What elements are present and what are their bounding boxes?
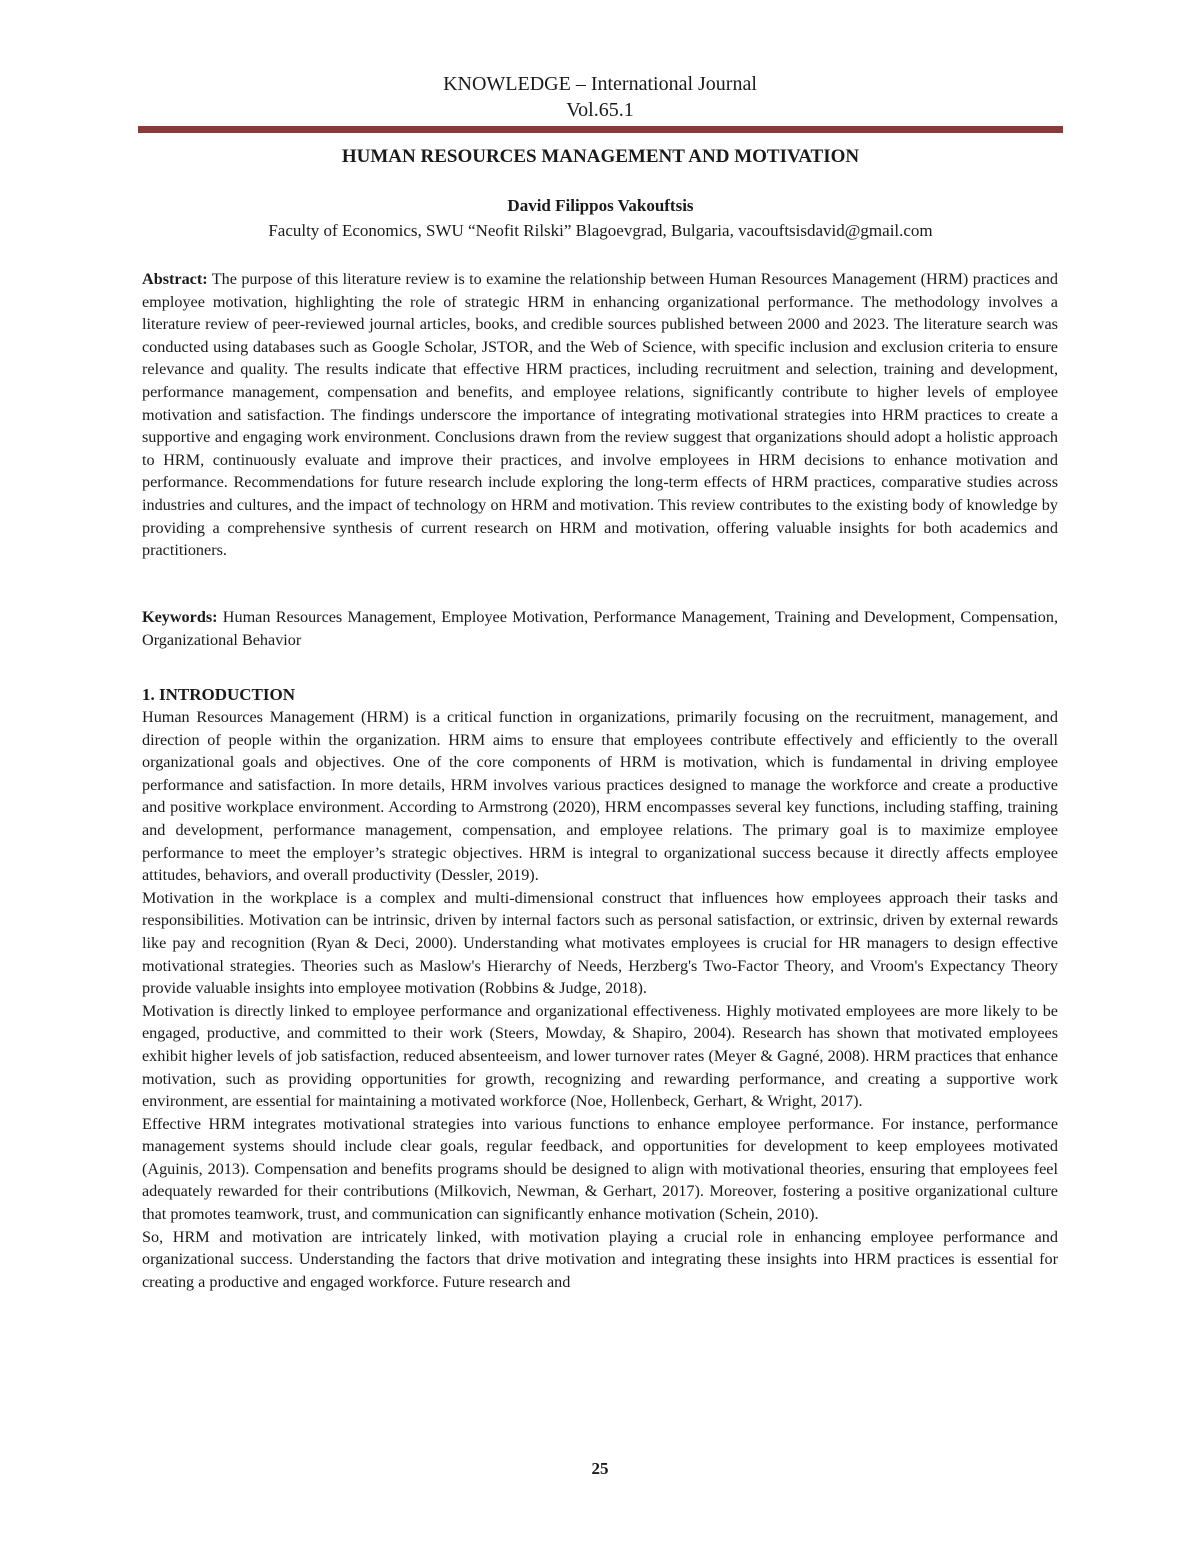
journal-volume: Vol.65.1 — [566, 99, 634, 121]
introduction-section — [142, 683, 1058, 1293]
keywords — [142, 606, 1058, 651]
journal-header — [0, 71, 1200, 123]
journal-name: KNOWLEDGE – International Journal — [443, 73, 757, 95]
header-rule — [138, 126, 1063, 133]
paragraph: Human Resources Management (HRM) is a critical function in organizations, primarily focusing on the recruitment, management, and direction of people within the organization. HRM aims to ensure that employees contribute effectively and efficiently to the overall organizational goals and objectives. One of the core components of HRM is motivation, which is fundamental in driving employee performance and satisfaction. In more details, HRM involves various practices designed to manage the workforce and create a productive and positive workplace environment. According to Armstrong (2020), HRM encompasses several key functions, including staffing, training and development, performance management, compensation, and employee relations. The primary goal is to maximize employee performance to meet the employer’s strategic objectives. HRM is integral to organizational success because it directly affects employee attitudes, behaviors, and overall productivity (Dessler, 2019). — [142, 708, 1058, 885]
abstract-label: Abstract: — [142, 270, 208, 288]
keywords-label: Keywords: — [142, 608, 218, 626]
abstract — [142, 268, 1058, 562]
paragraph: Motivation in the workplace is a complex and multi-dimensional construct that influences how employees approach their tasks and responsibilities. Motivation can be intrinsic, driven by internal factors such as personal satisfaction, or extrinsic, driven by external rewards like pay and recognition (Ryan & Deci, 2000). Understanding what motivates employees is crucial for HR managers to design effective motivational strategies. Theories such as Maslow's Hierarchy of Needs, Herzberg's Two-Factor Theory, and Vroom's Expectancy Theory provide valuable insights into employee motivation (Robbins & Judge, 2018). — [142, 888, 1058, 998]
paper-title: HUMAN RESOURCES MANAGEMENT AND MOTIVATION — [341, 146, 860, 167]
author-name: David Filippos Vakouftsis — [507, 196, 694, 215]
keywords-text: Human Resources Management, Employee Motivation, Performance Management, Training and Development, Compensation, Organizational Behavior — [142, 608, 1058, 649]
abstract-text: The purpose of this literature review is to examine the relationship between Human Resources Management (HRM) practices and employee motivation, highlighting the role of strategic HRM in enhancing organizational performance. The methodology involves a literature review of peer-reviewed journal articles, books, and credible sources published between 2000 and 2023. The literature search was conducted using databases such as Google Scholar, JSTOR, and the Web of Science, with specific inclusion and exclusion criteria to ensure relevance and quality. The results indicate that effective HRM practices, including recruitment and selection, training and development, performance management, compensation and benefits, and employee relations, significantly contribute to higher levels of employee motivation and satisfaction. The findings underscore the importance of integrating motivational strategies into HRM practices to create a supportive and engaging work environment. Conclusions drawn from the review suggest that organizations should adopt a holistic approach to HRM, continuously evaluate and improve their practices, and involve employees in HRM decisions to enhance motivation and performance. Recommendations for future research include exploring the long-term effects of HRM practices, comparative studies across industries and cultures, and the impact of technology on HRM and motivation. This review contributes to the existing body of knowledge by providing a comprehensive synthesis of current research on HRM and motivation, offering valuable insights for both academics and practitioners. — [142, 270, 1058, 560]
paragraph: So, HRM and motivation are intricately linked, with motivation playing a crucial role in enhancing employee performance and organizational success. Understanding the factors that drive motivation and integrating these insights into HRM practices is essential for creating a productive and engaged workforce. Future research and — [142, 1227, 1058, 1291]
paragraph: Motivation is directly linked to employee performance and organizational effectiveness. Highly motivated employees are more likely to be engaged, productive, and committed to their work (Steers, Mowday, & Shapiro, 2004). Research has shown that motivated employees exhibit higher levels of job satisfaction, reduced absenteeism, and lower turnover rates (Meyer & Gagné, 2008). HRM practices that enhance motivation, such as providing opportunities for growth, recognizing and rewarding performance, and creating a supportive work environment, are essential for maintaining a motivated workforce (Noe, Hollenbeck, Gerhart, & Wright, 2017). — [142, 1001, 1058, 1111]
page-number: 25 — [591, 1459, 609, 1478]
paragraph: Effective HRM integrates motivational strategies into various functions to enhance employee performance. For instance, performance management systems should include clear goals, regular feedback, and opportunities for development to keep employees motivated (Aguinis, 2013). Compensation and benefits programs should be designed to align with motivational theories, ensuring that employees feel adequately rewarded for their contributions (Milkovich, Newman, & Gerhart, 2017). Moreover, fostering a positive organizational culture that promotes teamwork, trust, and communication can significantly enhance motivation (Schein, 2010). — [142, 1114, 1058, 1224]
section-heading: 1. INTRODUCTION — [142, 685, 296, 704]
author-affiliation: Faculty of Economics, SWU “Neofit Rilski” Blagoevgrad, Bulgaria, vacouftsisdavid@gmail.com — [268, 221, 933, 240]
